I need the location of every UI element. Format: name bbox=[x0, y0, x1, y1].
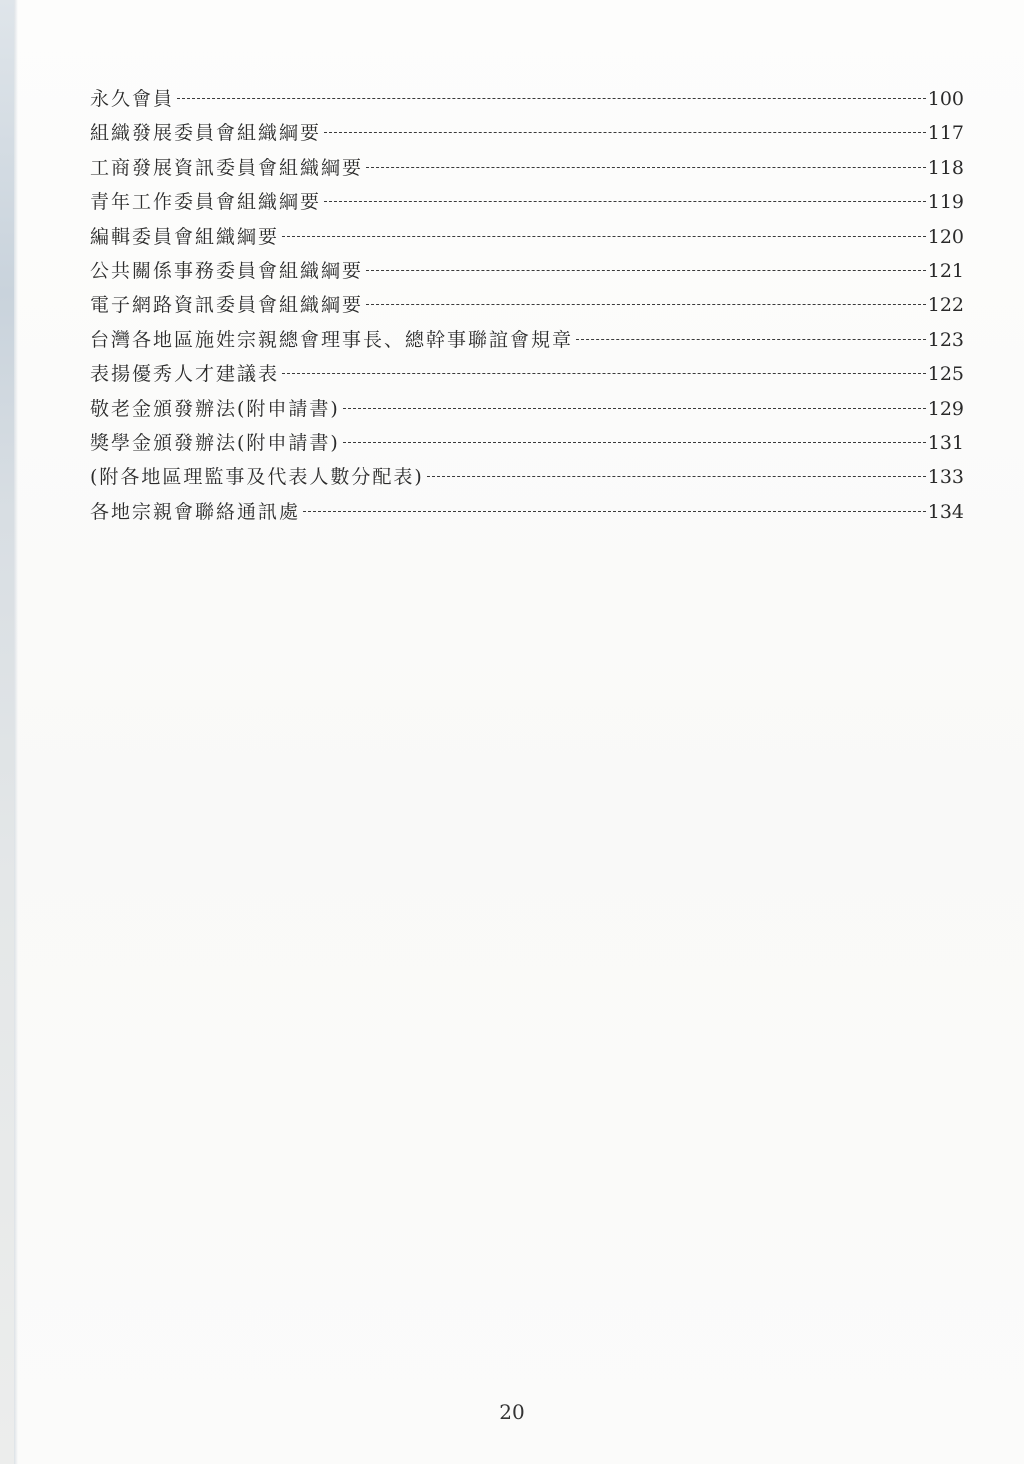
toc-dot-leader bbox=[282, 373, 926, 374]
toc-entry bbox=[90, 462, 964, 496]
toc-entry-page: 123 bbox=[927, 328, 964, 351]
page-number: 20 bbox=[499, 1400, 525, 1424]
table-of-contents bbox=[90, 84, 964, 531]
toc-entry bbox=[90, 290, 964, 324]
toc-entry-page: 121 bbox=[927, 259, 964, 282]
toc-entry-title: 青年工作委員會組織綱要 bbox=[90, 191, 322, 214]
toc-dot-leader bbox=[427, 476, 926, 477]
toc-dot-leader bbox=[324, 201, 926, 202]
toc-dot-leader bbox=[366, 167, 926, 168]
toc-entry bbox=[90, 256, 964, 290]
toc-entry bbox=[90, 359, 964, 393]
binding-edge bbox=[0, 0, 14, 1464]
toc-entry-page: 131 bbox=[927, 431, 964, 454]
toc-entry bbox=[90, 84, 964, 118]
toc-entry-title: 工商發展資訊委員會組織綱要 bbox=[90, 156, 364, 179]
toc-entry bbox=[90, 394, 964, 428]
toc-entry-page: 119 bbox=[927, 191, 964, 214]
toc-dot-leader bbox=[366, 270, 926, 271]
toc-dot-leader bbox=[343, 442, 926, 443]
toc-entry-page: 100 bbox=[927, 88, 964, 110]
toc-dot-leader bbox=[366, 304, 926, 305]
toc-entry-title: 永久會員 bbox=[90, 88, 175, 110]
toc-dot-leader bbox=[576, 339, 926, 340]
toc-entry-title: 各地宗親會聯絡通訊處 bbox=[90, 500, 301, 523]
toc-dot-leader bbox=[324, 132, 926, 133]
toc-entry-page: 117 bbox=[927, 122, 964, 145]
toc-entry-page: 134 bbox=[927, 500, 964, 523]
toc-entry-title: 表揚優秀人才建議表 bbox=[90, 363, 280, 386]
toc-entry-title: 電子網路資訊委員會組織綱要 bbox=[90, 294, 364, 317]
toc-entry-title: 台灣各地區施姓宗親總會理事長、總幹事聯誼會規章 bbox=[90, 328, 574, 351]
toc-dot-leader bbox=[282, 236, 926, 237]
toc-entry-title: 組織發展委員會組織綱要 bbox=[90, 122, 322, 145]
toc-entry bbox=[90, 497, 964, 531]
toc-entry-page: 120 bbox=[927, 225, 964, 248]
toc-entry-page: 125 bbox=[927, 363, 964, 386]
toc-entry-page: 133 bbox=[927, 466, 964, 489]
toc-entry bbox=[90, 118, 964, 152]
toc-entry-page: 129 bbox=[927, 397, 964, 420]
toc-entry-title: 敬老金頒發辦法(附申請書) bbox=[90, 397, 340, 420]
toc-entry-page: 118 bbox=[927, 156, 964, 179]
toc-entry bbox=[90, 325, 964, 359]
toc-dot-leader bbox=[177, 98, 926, 99]
toc-entry bbox=[90, 153, 964, 187]
toc-entry-title: 編輯委員會組織綱要 bbox=[90, 225, 280, 248]
toc-dot-leader bbox=[303, 511, 926, 512]
toc-entry bbox=[90, 187, 964, 221]
toc-dot-leader bbox=[343, 408, 926, 409]
toc-entry bbox=[90, 222, 964, 256]
toc-entry-title: 獎學金頒發辦法(附申請書) bbox=[90, 431, 340, 454]
toc-entry-page: 122 bbox=[927, 294, 964, 317]
toc-entry-title: 公共關係事務委員會組織綱要 bbox=[90, 259, 364, 282]
toc-entry bbox=[90, 428, 964, 462]
toc-entry-title: (附各地區理監事及代表人數分配表) bbox=[90, 466, 424, 489]
